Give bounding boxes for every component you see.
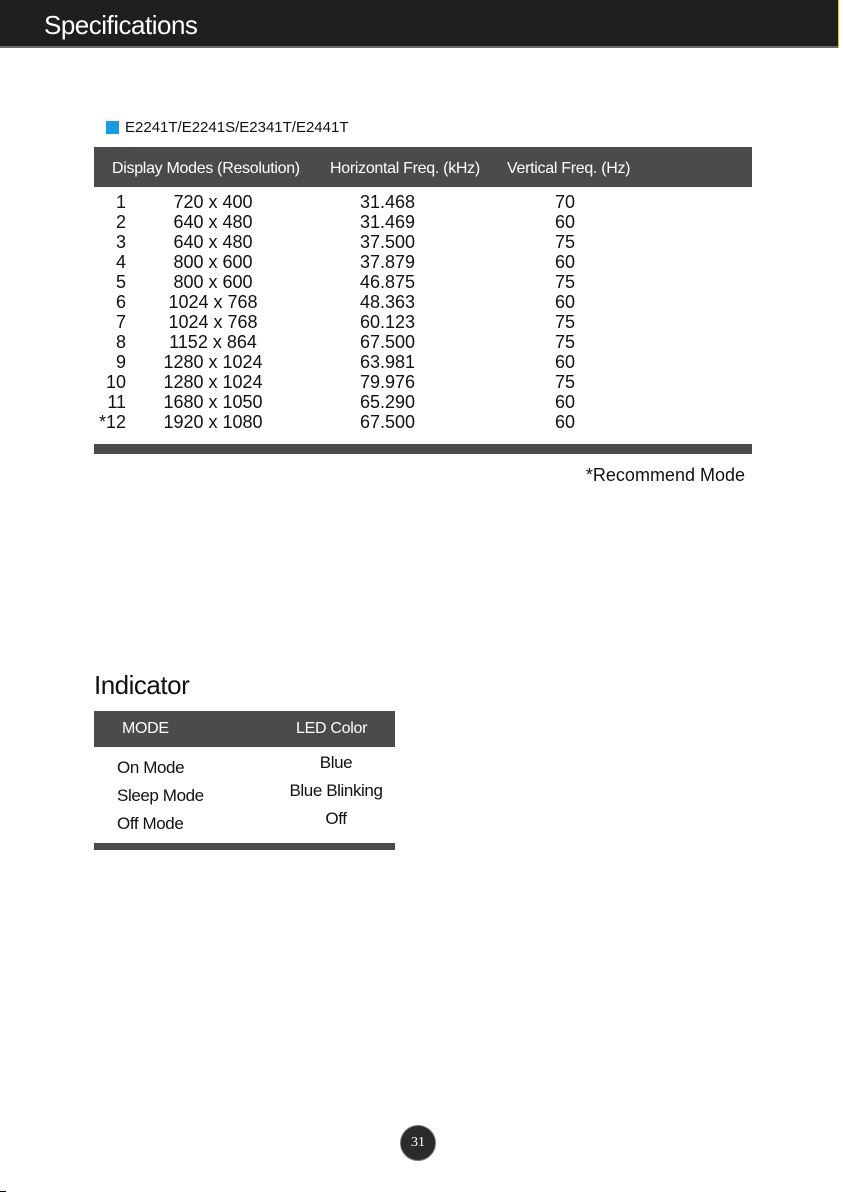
column-header-led-color: LED Color <box>296 720 368 737</box>
indicator-led-color: Blue Blinking <box>289 781 383 800</box>
mode-horizontal-freq: 48.363 <box>360 292 416 312</box>
mode-vertical-freq: 60 <box>555 252 576 272</box>
mode-resolution: 1280 x 1024 <box>163 372 263 392</box>
mode-resolution: 640 x 480 <box>173 232 253 252</box>
table-row <box>94 232 752 252</box>
mode-horizontal-freq: 60.123 <box>360 312 416 332</box>
mode-resolution: 1152 x 864 <box>169 332 257 352</box>
table-row <box>94 332 752 352</box>
mode-vertical-freq: 70 <box>555 192 576 212</box>
mode-number: 4 <box>115 252 126 272</box>
indicator-mode: On Mode <box>117 758 185 777</box>
mode-number: 1 <box>115 192 126 212</box>
table-row <box>94 192 752 212</box>
model-heading <box>106 119 349 135</box>
mode-vertical-freq: 60 <box>555 212 576 232</box>
mode-resolution: 1920 x 1080 <box>163 412 263 432</box>
mode-horizontal-freq: 63.981 <box>360 352 416 372</box>
mode-vertical-freq: 75 <box>555 232 576 252</box>
mode-vertical-freq: 60 <box>555 352 576 372</box>
table-row <box>94 292 752 312</box>
display-modes-table-body <box>94 192 752 432</box>
mode-horizontal-freq: 31.468 <box>360 192 416 212</box>
table-row <box>94 392 752 412</box>
indicator-bottom-rule <box>94 843 395 850</box>
mode-resolution: 640 x 480 <box>173 212 253 232</box>
page-number: 31 <box>400 1125 436 1161</box>
indicator-table-header <box>94 711 395 747</box>
mode-number: 5 <box>115 272 126 292</box>
table-row <box>94 752 395 780</box>
table-row <box>94 212 752 232</box>
indicator-title: Indicator <box>94 670 190 700</box>
square-bullet-icon <box>106 121 119 134</box>
indicator-mode: Off Mode <box>117 814 184 833</box>
mode-horizontal-freq: 65.290 <box>360 392 416 412</box>
column-header-mode: MODE <box>122 720 169 737</box>
mode-horizontal-freq: 37.879 <box>360 252 416 272</box>
mode-number: 6 <box>115 292 126 312</box>
mode-resolution: 1680 x 1050 <box>163 392 263 412</box>
mode-horizontal-freq: 31.469 <box>360 212 416 232</box>
indicator-led-color: Off <box>325 809 347 828</box>
mode-vertical-freq: 60 <box>555 412 576 432</box>
mode-number: 8 <box>115 332 126 352</box>
column-header-resolution: Display Modes (Resolution) <box>112 160 300 177</box>
mode-number: 10 <box>105 372 126 392</box>
mode-resolution: 1280 x 1024 <box>163 352 263 372</box>
mode-vertical-freq: 60 <box>555 392 576 412</box>
table-row <box>94 312 752 332</box>
mode-resolution: 1024 x 768 <box>168 292 258 312</box>
column-header-vertical-freq: Vertical Freq. (Hz) <box>507 160 631 177</box>
mode-vertical-freq: 75 <box>555 372 576 392</box>
table-row <box>94 780 395 808</box>
mode-horizontal-freq: 67.500 <box>360 412 416 432</box>
mode-resolution: 800 x 600 <box>173 272 253 292</box>
mode-vertical-freq: 60 <box>555 292 576 312</box>
model-label: E2241T/E2241S/E2341T/E2441T <box>125 118 349 136</box>
mode-number: 3 <box>115 232 126 252</box>
table-row <box>94 372 752 392</box>
indicator-mode: Sleep Mode <box>117 786 204 805</box>
mode-vertical-freq: 75 <box>555 312 576 332</box>
page-edge-mark <box>838 0 843 48</box>
table-bottom-rule <box>94 444 752 454</box>
mode-horizontal-freq: 67.500 <box>360 332 416 352</box>
mode-vertical-freq: 75 <box>555 332 576 352</box>
mode-number: 7 <box>115 312 126 332</box>
indicator-table-body <box>94 752 395 836</box>
mode-number: 9 <box>115 352 126 372</box>
mode-resolution: 720 x 400 <box>173 192 253 212</box>
table-row <box>94 352 752 372</box>
header-bar <box>0 0 838 48</box>
mode-horizontal-freq: 46.875 <box>360 272 416 292</box>
mode-resolution: 1024 x 768 <box>168 312 258 332</box>
page-title: Specifications <box>44 10 198 40</box>
mode-number: *12 <box>98 412 126 432</box>
mode-horizontal-freq: 79.976 <box>360 372 416 392</box>
mode-number: 2 <box>115 212 126 232</box>
display-modes-table-header <box>94 147 752 187</box>
mode-resolution: 800 x 600 <box>173 252 253 272</box>
mode-vertical-freq: 75 <box>555 272 576 292</box>
recommend-mode-footnote: *Recommend Mode <box>585 465 745 485</box>
table-row <box>94 412 752 432</box>
table-row <box>94 808 395 836</box>
table-row <box>94 272 752 292</box>
mode-number: 11 <box>107 392 126 412</box>
mode-horizontal-freq: 37.500 <box>360 232 416 252</box>
table-row <box>94 252 752 272</box>
column-header-horizontal-freq: Horizontal Freq. (kHz) <box>330 160 480 177</box>
indicator-led-color: Blue <box>319 753 353 772</box>
